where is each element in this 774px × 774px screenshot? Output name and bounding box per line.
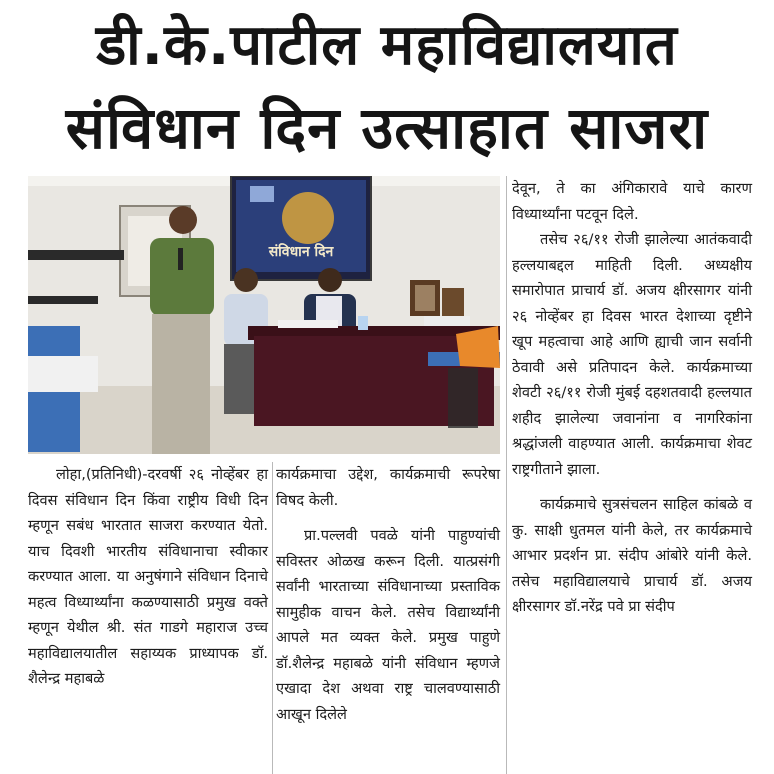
article-paragraph: लोहा,(प्रतिनिधी)-दरवर्षी २६ नोव्हेंबर हा दिवस संविधान दिन किंवा राष्ट्रीय विधी दिन म्हणून सबंध भारतात साजरा करण्यात येतो. याच दिवशी भारतीय संविधानाचा स्वीकार करण्यात आला. या अनुषंगाने संविधान दिनाचे महत्व विध्यार्थ्यांना कळण्यासाठी प्रमुख वक्ते म्हणून येथील श्री. संत गाडगे महाराज उच्च महाविद्यालयातील सहाय्यक प्राध्यापक डॉ. शैलेन्द्र महाबळे: [28, 466, 268, 687]
article-paragraph: देवून, ते का अंगिकारावे याचे कारण विध्यार्थ्यांना पटवून दिले.: [512, 180, 752, 223]
headline-line-1: डी.के.पाटील महाविद्यालयात: [96, 13, 678, 78]
column-rule-right: [506, 176, 507, 774]
event-photo: [28, 176, 500, 454]
article-column-left: [28, 462, 268, 692]
article-paragraph: तसेच २६/११ रोजी झालेल्या आतंकवादी हल्लयाबद्दल माहिती दिली. अध्यक्षीय समारोपात प्राचार्य डॉ. अजय क्षीरसागर यांनी २६ नोव्हेंबर हा दिवस भारत देशाच्या दृष्टीने खूप महत्वाचा आहे आणि ह्याची जान सर्वानी ठेवावी असे प्रतिपादन केले. कार्यक्रमाच्या शेवटी २६/११ रोजी मुंबई दहशतवादी हल्लयात शहीद झालेल्या जवानांना व नागरिकांना श्रद्धांजली वाहण्यात आली. कार्यक्रमाचा शेवट राष्ट्रगीताने झाला.: [512, 231, 752, 478]
headline-line-2: संविधान दिन उत्साहात साजरा: [65, 94, 709, 162]
article-column-right: [512, 176, 752, 620]
article-column-middle: [276, 462, 500, 727]
article-paragraph: कार्यक्रमाचा उद्देश, कार्यक्रमाची रूपरेषा विषद केली.: [276, 466, 500, 509]
article-paragraph: कार्यक्रमाचे सुत्रसंचलन साहिल कांबळे व कु. साक्षी धुतमल यांनी केले, तर कार्यक्रमाचे आभार प्रदर्शन प्रा. संदीप आंबोरे यांनी केले. तसेच महाविद्यालयाचे प्राचार्य डॉ. अजय क्षीरसागर डॉ.नरेंद्र पवे प्रा संदीप: [512, 496, 752, 615]
column-rule-left: [272, 462, 273, 774]
projector-screen: [231, 176, 371, 280]
projector-screen-text: संविधान दिन: [268, 244, 334, 260]
article-paragraph: प्रा.पल्लवी पवळे यांनी पाहुण्यांची सविस्तर ओळख करून दिली. यात्प्रसंगी सर्वांनी भारताच्या संविधानाच्या प्रस्ताविक सामुहीक वाचन केले. तसेच विद्यार्थ्यांनी आपले मत व्यक्त केले. प्रमुख पाहुणे डॉ.शैलेन्द्र महाबळे यांनी संविधान म्हणजे एखादा देश अथवा राष्ट्र चालवण्यासाठी आखून दिलेले: [276, 527, 500, 723]
speaker-figure: [150, 206, 214, 454]
